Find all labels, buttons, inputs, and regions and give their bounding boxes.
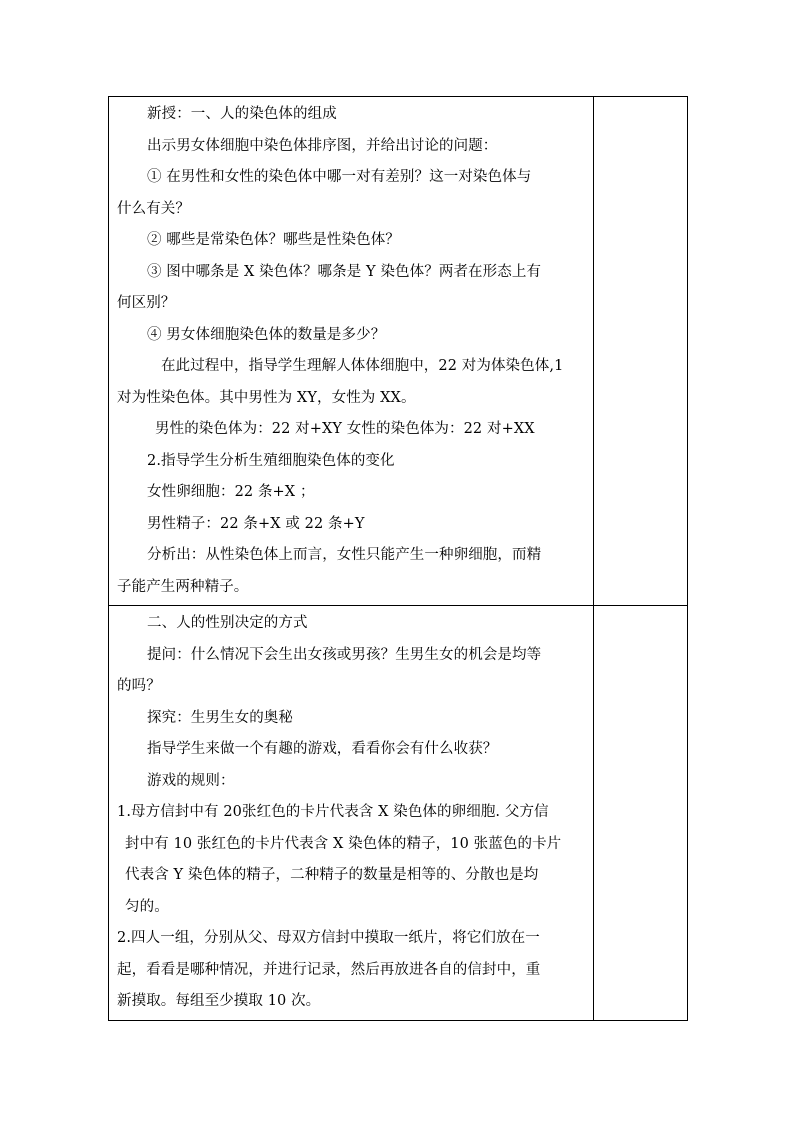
text-line: 2.指导学生分析生殖细胞染色体的变化 [147, 452, 395, 469]
text-line: 代表含 Y 染色体的精子，二种精子的数量是相等的、分散也是均 [125, 867, 539, 883]
text-line: 2.四人一组，分别从父、母双方信封中摸取一纸片，将它们放在一 [117, 930, 540, 946]
text-line: 新授：一、人的染色体的组成 [147, 106, 337, 122]
section-2-content [109, 606, 593, 1020]
text-line: 出示男女体细胞中染色体排序图，并给出讨论的问题： [147, 137, 498, 154]
text-line: 指导学生来做一个有趣的游戏，看看你会有什么收获？ [147, 741, 498, 757]
text-line: 什么有关？ [117, 200, 190, 217]
text-line: 新摸取。每组至少摸取 10 次。 [117, 993, 321, 1009]
text-line: 分析出：从性染色体上而言，女性只能产生一种卵细胞，而精 [147, 547, 542, 563]
text-line: ④ 男女体细胞染色体的数量是多少？ [147, 326, 386, 343]
text-line: 男性的染色体为：22 对+XY 女性的染色体为：22 对+XX [155, 421, 535, 437]
text-line: 的吗？ [117, 678, 161, 694]
text-line: 匀的。 [125, 898, 169, 915]
text-line: 封中有 10 张红色的卡片代表含 X 染色体的精子，10 张蓝色的卡片 [125, 835, 562, 852]
text-line: 男性精子：22 条+X 或 22 条+Y [147, 515, 365, 532]
content-cell [109, 606, 594, 1021]
text-line: 二、人的性别决定的方式 [147, 615, 308, 631]
text-line: ③ 图中哪条是 X 染色体？哪条是 Y 染色体？两者在形态上有 [147, 263, 542, 280]
text-line: 探究：生男生女的奥秘 [147, 709, 293, 726]
table-row [109, 97, 688, 606]
text-line: 女性卵细胞：22 条+X ； [147, 484, 315, 500]
text-line: 起，看看是哪种情况，并进行记录，然后再放进各自的信封中，重 [117, 961, 541, 978]
table-row [109, 606, 688, 1021]
text-line: 对为性染色体。其中男性为 XY，女性为 XX。 [117, 389, 416, 406]
notes-cell [594, 606, 688, 1021]
text-line: 提问：什么情况下会生出女孩或男孩？生男生女的机会是均等 [147, 646, 542, 663]
section-1-content [109, 97, 593, 605]
text-line: 游戏的规则： [147, 772, 235, 789]
text-line: 在此过程中，指导学生理解人体体细胞中，22 对为体染色体,1 [161, 358, 564, 374]
text-line: 子能产生两种精子。 [117, 578, 249, 595]
lesson-plan-table [108, 96, 688, 1021]
notes-cell [594, 97, 688, 606]
text-line: 1.母方信封中有 20张红色的卡片代表含 X 染色体的卵细胞. 父方信 [117, 804, 549, 820]
text-line: 何区别？ [117, 295, 176, 311]
text-line: ① 在男性和女性的染色体中哪一对有差别？这一对染色体与 [147, 169, 532, 185]
content-cell [109, 97, 594, 606]
text-line: ② 哪些是常染色体？哪些是性染色体？ [147, 232, 400, 248]
